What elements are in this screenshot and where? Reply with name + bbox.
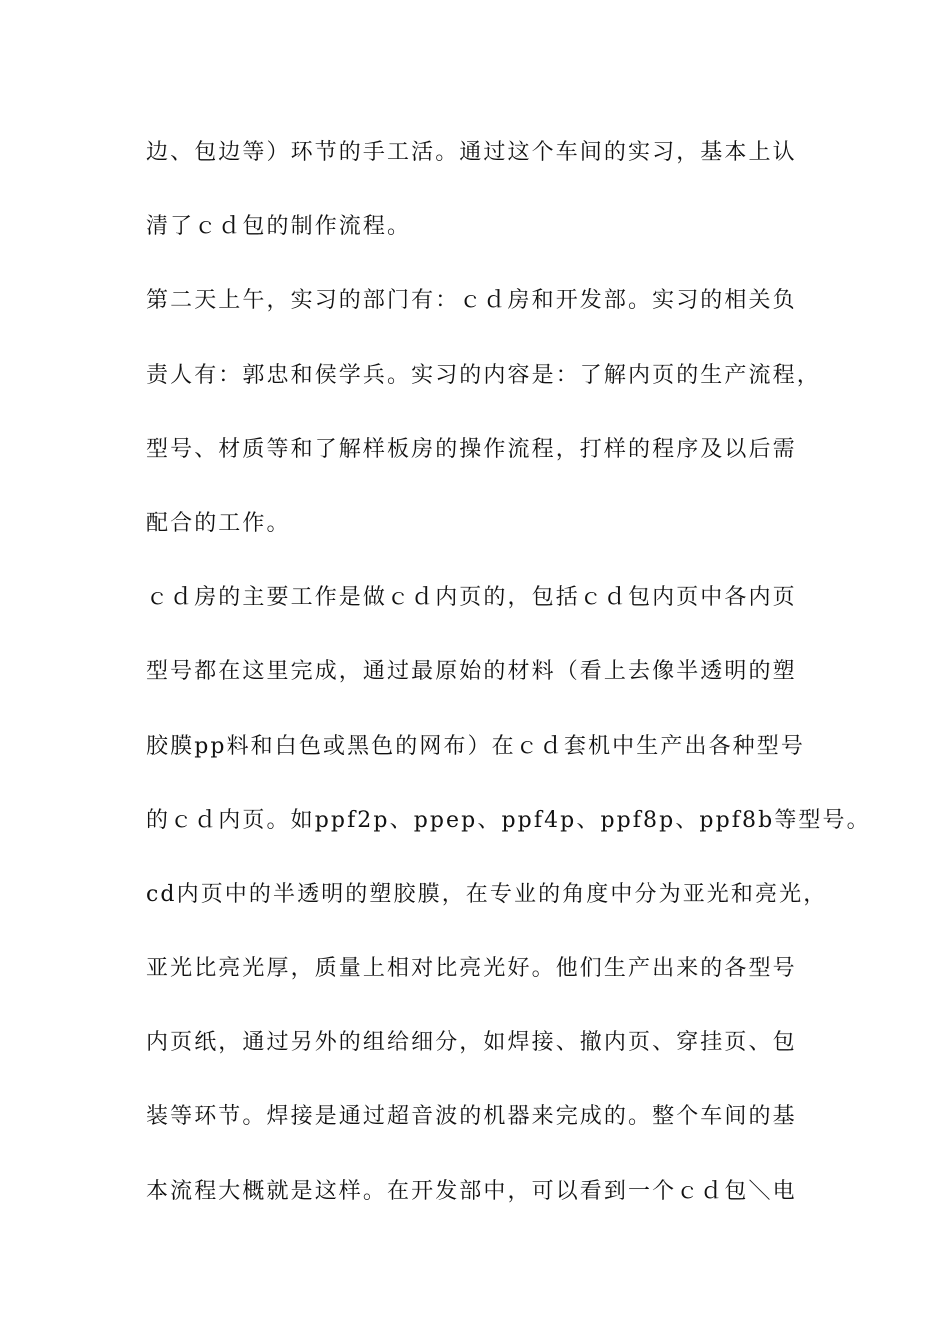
text-line: 第二天上午，实习的部门有：ｃｄ房和开发部。实习的相关负	[146, 288, 797, 314]
text-line: 内页纸，通过另外的组给细分，如焊接、撤内页、穿挂页、包	[146, 1030, 797, 1056]
text-line: 清了ｃｄ包的制作流程。	[146, 214, 412, 240]
text-line: 型号都在这里完成，通过最原始的材料（看上去像半透明的塑	[146, 659, 797, 685]
text-line: 边、包边等）环节的手工活。通过这个车间的实习，基本上认	[146, 140, 797, 165]
text-line: 型号、材质等和了解样板房的操作流程，打样的程序及以后需	[146, 436, 797, 462]
text-line: ｃｄ房的主要工作是做ｃｄ内页的，包括ｃｄ包内页中各内页	[146, 585, 797, 611]
text-line: 亚光比亮光厚，质量上相对比亮光好。他们生产出来的各型号	[146, 956, 797, 982]
text-line: 的ｃｄ内页。如ppf2p、ppep、ppf4p、ppf8p、ppf8b等型号。	[146, 807, 871, 833]
text-line: 责人有：郭忠和侯学兵。实习的内容是：了解内页的生产流程，	[146, 362, 821, 388]
text-line: 本流程大概就是这样。在开发部中，可以看到一个ｃｄ包＼电	[146, 1178, 797, 1204]
text-line: 胶膜pp料和白色或黑色的网布）在ｃｄ套机中生产出各种型号	[146, 733, 805, 759]
text-line: 装等环节。焊接是通过超音波的机器来完成的。整个车间的基	[146, 1104, 797, 1130]
body-text	[146, 131, 871, 1244]
text-line: cd内页中的半透明的塑胶膜，在专业的角度中分为亚光和亮光，	[146, 881, 828, 907]
text-line: 配合的工作。	[146, 510, 291, 536]
